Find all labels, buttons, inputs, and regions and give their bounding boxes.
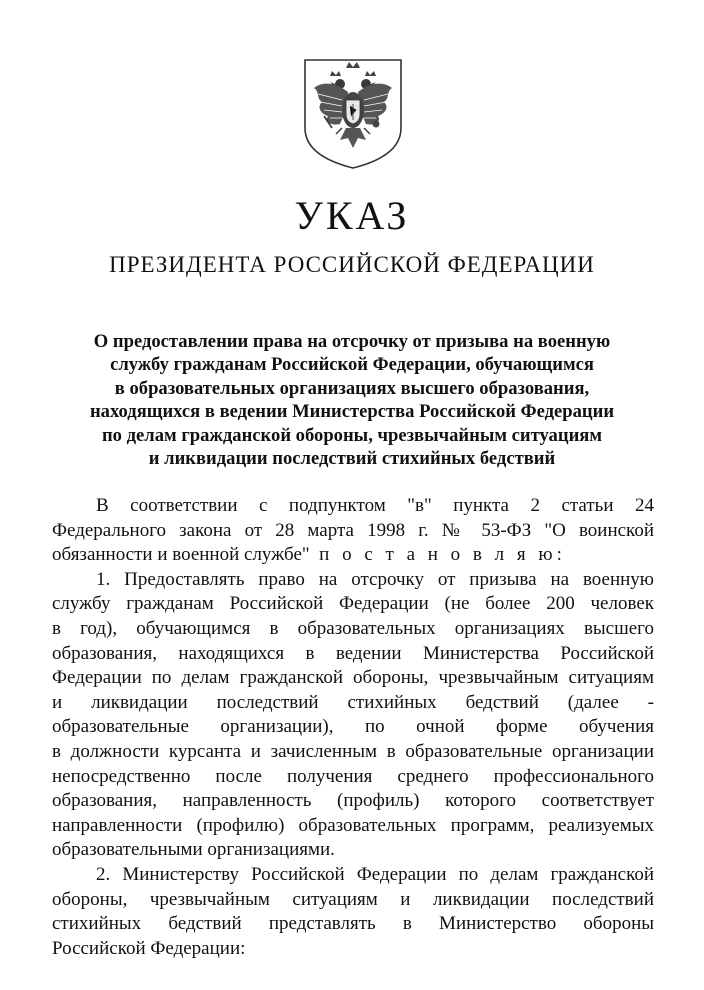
body-line: службу гражданам Российской Федерации (не более 200 человек — [52, 593, 654, 615]
body-line: направленности (профилю) образовательных программ, реализуемых — [52, 814, 654, 836]
body-line: Российской Федерации: — [52, 937, 246, 959]
body-line — [52, 543, 654, 568]
body-line: 2. Министерству Российской Федерации по делам гражданской — [96, 863, 654, 885]
body-line: образовательные организации), по очной форме обучения — [52, 716, 654, 738]
heading-line: в образовательных организациях высшего образования, — [114, 377, 590, 399]
document-type-title: УКАЗ — [294, 193, 410, 238]
decree-word: п о с т а н о в л я ю: — [319, 544, 566, 566]
preamble-paragraph — [52, 494, 654, 568]
heading-line: по делам гражданской обороны, чрезвычайным ситуациям — [101, 424, 603, 446]
body-line-text: обязанности и военной службе" — [52, 544, 310, 566]
body-line: Федерального закона от 28 марта 1998 г. № 53-ФЗ "О воинской — [52, 519, 654, 541]
decree-body — [52, 494, 654, 961]
heading-line: О предоставлении права на отсрочку от призыва на военную — [93, 331, 611, 352]
body-line: образования, направленность (профиль) которого соответствует — [52, 790, 654, 812]
body-line: Федерации по делам гражданской обороны, чрезвычайным ситуациям — [52, 667, 654, 689]
issuer-title: ПРЕЗИДЕНТА РОССИЙСКОЙ ФЕДЕРАЦИИ — [109, 252, 595, 277]
item-1-paragraph — [52, 568, 654, 863]
heading-line: и ликвидации последствий стихийных бедствий — [148, 448, 556, 470]
russian-coat-of-arms-icon — [302, 58, 404, 170]
body-line: в год), обучающимся в образовательных организациях высшего — [52, 617, 654, 639]
body-line: образования, находящихся в ведении Министерства Российской — [52, 642, 654, 664]
body-line: обороны, чрезвычайным ситуациям и ликвидации последствий — [52, 888, 654, 910]
body-line: В соответствии с подпунктом "в" пункта 2 статьи 24 — [96, 495, 654, 516]
body-line: 1. Предоставлять право на отсрочку от призыва на военную — [96, 568, 654, 590]
body-line: и ликвидации последствий стихийных бедствий (далее - — [52, 691, 654, 713]
body-line: непосредственно после получения среднего профессионального — [52, 765, 654, 787]
body-line: в должности курсанта и зачисленным в образовательные организации — [52, 740, 654, 762]
decree-heading — [40, 330, 664, 470]
body-line: стихийных бедствий представлять в Министерство обороны — [52, 913, 654, 935]
body-line: образовательными организациями. — [52, 839, 335, 861]
heading-line: находящихся в ведении Министерства Российской Федерации — [89, 401, 615, 423]
item-2-paragraph — [52, 863, 654, 961]
heading-line: службу гражданам Российской Федерации, обучающимся — [110, 354, 594, 376]
